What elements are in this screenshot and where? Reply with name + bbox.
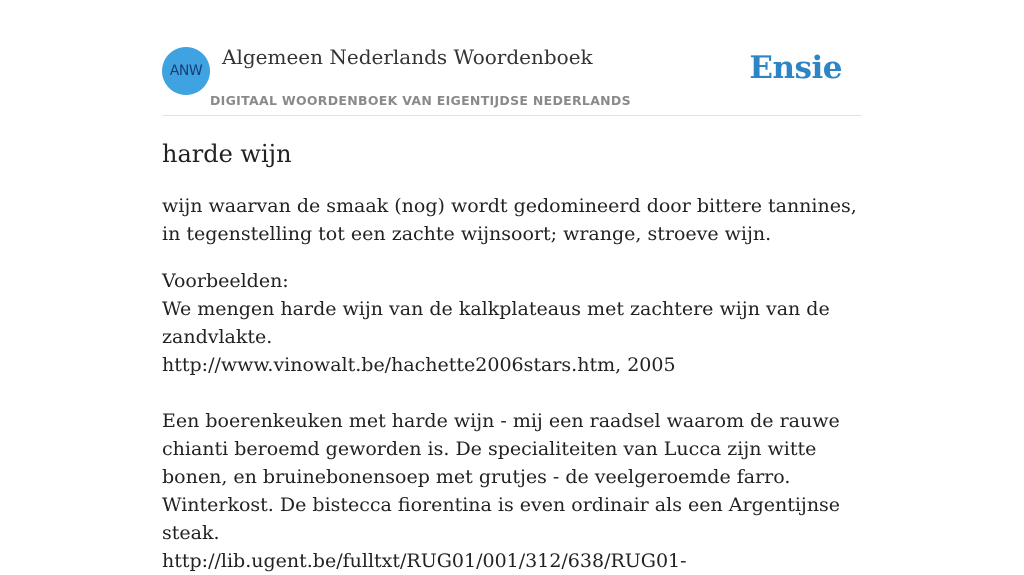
examples-label: Voorbeelden: [162, 270, 289, 292]
ensie-logo[interactable]: Ensie [749, 50, 842, 86]
example-source: http://www.vinowalt.be/hachette2006stars.htm, 2005 [162, 354, 676, 376]
example-spacer [162, 379, 862, 407]
site-subtitle: DIGITAAL WOORDENBOEK VAN EIGENTIJDSE NEDERLANDS [210, 93, 631, 108]
example-text: Een boerenkeuken met harde wijn - mij een raadsel waarom de rauwe chianti beroemd geworden is. De specialiteiten van Lucca zijn witte bonen, en bruinebonensoep met grutjes - de veelgeroemde farro. Winterkost. De bistecca fiorentina is even ordinair als een Argentijnse steak. [162, 410, 847, 544]
anw-logo[interactable] [162, 47, 210, 95]
header [162, 0, 862, 116]
anw-logo-text: ANW [169, 63, 203, 79]
example-text: We mengen harde wijn van de kalkplateaus met zachtere wijn van de zandvlakte. [162, 298, 836, 348]
example-source: http://lib.ugent.be/fulltxt/RUG01/001/312/638/RUG01- [162, 550, 687, 572]
examples-section [162, 267, 862, 575]
entry-card [162, 0, 862, 572]
entry-term: harde wijn [162, 140, 292, 168]
entry-definition: wijn waarvan de smaak (nog) wordt gedomineerd door bittere tannines, in tegenstelling tot een zachte wijnsoort; wrange, stroeve wijn. [162, 195, 857, 245]
site-title[interactable]: Algemeen Nederlands Woordenboek [222, 45, 593, 69]
